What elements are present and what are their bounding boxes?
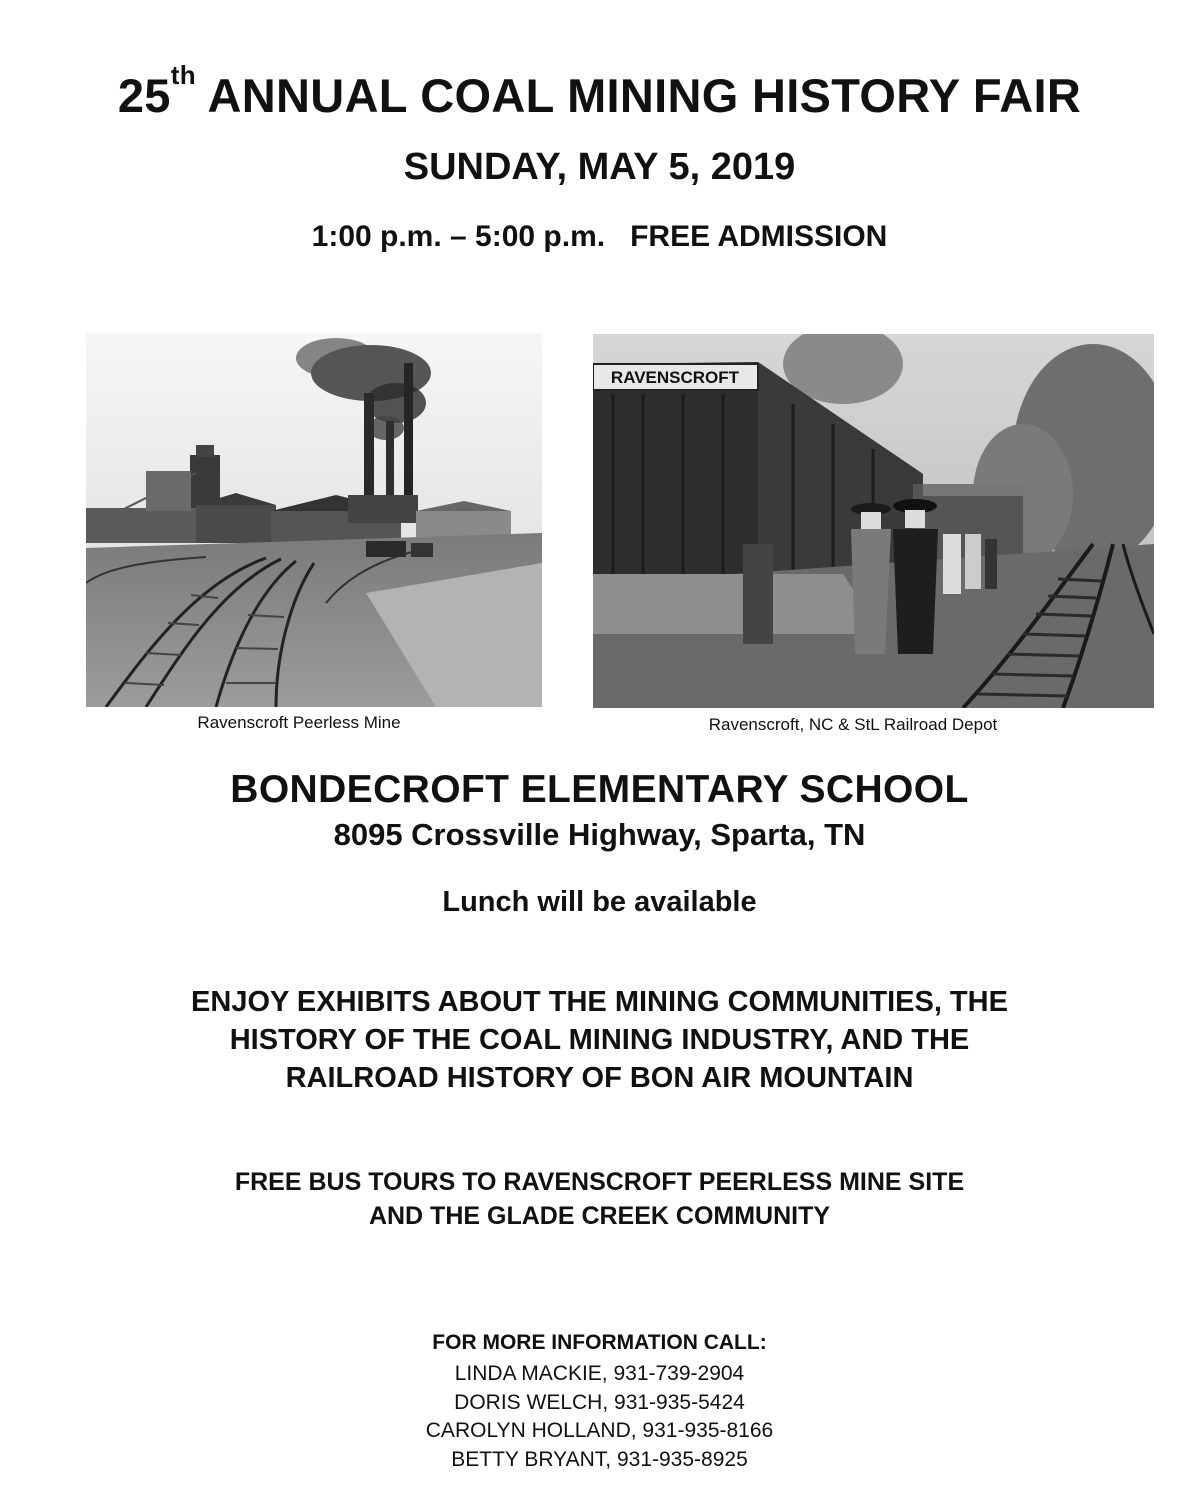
title-number: 25: [117, 69, 171, 122]
title-ordinal-suffix: th: [170, 60, 196, 90]
contact-item: BETTY BRYANT, 931-935-8925: [451, 1447, 748, 1471]
info-heading: FOR MORE INFORMATION CALL:: [432, 1331, 767, 1354]
tours-line: FREE BUS TOURS TO RAVENSCROFT PEERLESS MINE SITE: [234, 1168, 965, 1196]
mine-photo-caption: Ravenscroft Peerless Mine: [197, 713, 401, 732]
lunch-note: Lunch will be available: [442, 886, 757, 918]
event-time-admission: 1:00 p.m. – 5:00 p.m. FREE ADMISSION: [311, 220, 888, 253]
venue-address: 8095 Crossville Highway, Sparta, TN: [333, 817, 866, 852]
exhibits-line: ENJOY EXHIBITS ABOUT THE MINING COMMUNITIES, THE: [191, 986, 1008, 1018]
page-title: [0, 60, 1199, 123]
contact-item: CAROLYN HOLLAND, 931-935-8166: [425, 1419, 774, 1442]
exhibits-line: HISTORY OF THE COAL MINING INDUSTRY, AND THE: [229, 1024, 970, 1056]
depot-photo-caption: Ravenscroft, NC & StL Railroad Depot: [708, 715, 998, 734]
tours-line: AND THE GLADE CREEK COMMUNITY: [368, 1202, 831, 1230]
contact-item: DORIS WELCH, 931-935-5424: [454, 1390, 745, 1414]
title-text: ANNUAL COAL MINING HISTORY FAIR: [195, 69, 1082, 122]
contact-list: [0, 1360, 1199, 1474]
depot-sign-text: RAVENSCROFT: [610, 368, 740, 387]
mine-photo: [86, 333, 542, 707]
venue-name: BONDECROFT ELEMENTARY SCHOOL: [230, 768, 969, 811]
event-date: SUNDAY, MAY 5, 2019: [403, 146, 796, 188]
exhibits-description: [0, 983, 1199, 1097]
depot-photo: [593, 334, 1154, 708]
contact-item: LINDA MACKIE, 931-739-2904: [454, 1362, 745, 1385]
exhibits-line: RAILROAD HISTORY OF BON AIR MOUNTAIN: [285, 1062, 914, 1094]
bus-tours-description: [0, 1165, 1199, 1233]
